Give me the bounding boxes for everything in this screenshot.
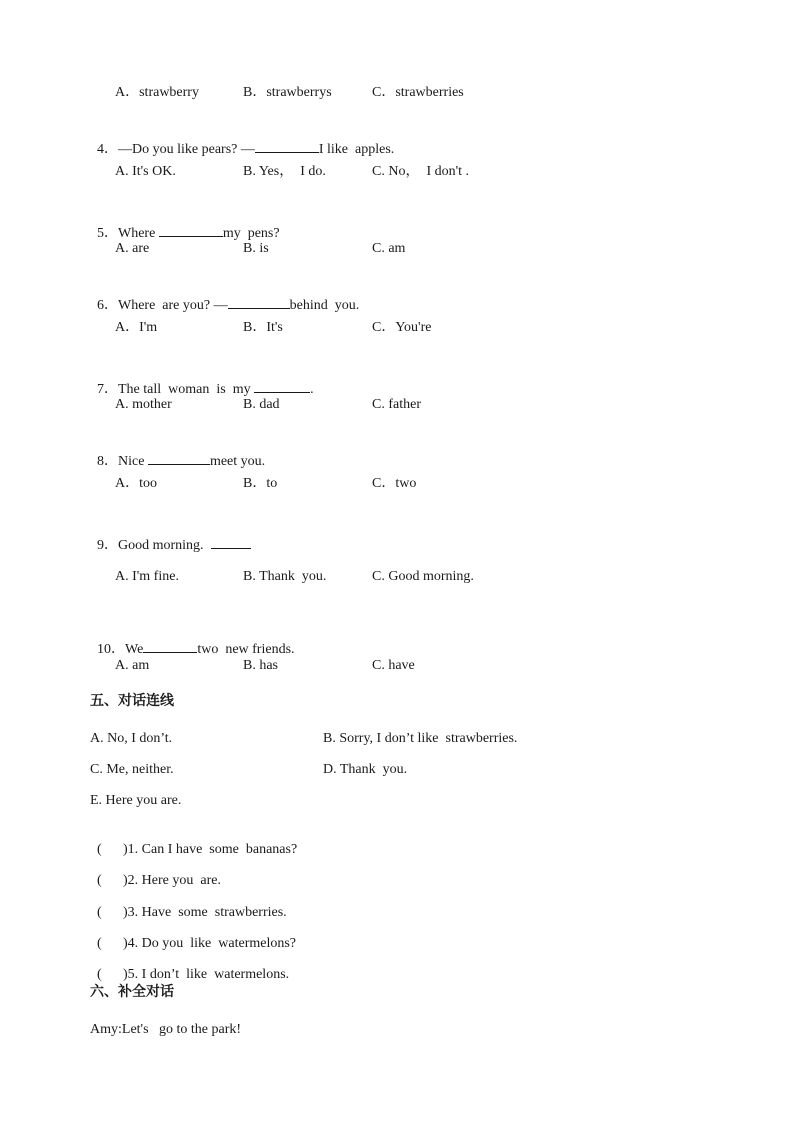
q3-option-c: C．strawberries [372,85,464,100]
question-10-prefix: 10．We [97,642,144,657]
answer-parenthesis[interactable]: ( [97,967,102,982]
q6-option-a: A．I'm [115,320,158,335]
q5-option-c: C. am [372,241,406,256]
section-5-item-text: )2. Here you are. [123,873,221,888]
section-5-item-2 [90,854,221,890]
answer-parenthesis[interactable]: ( [97,905,102,920]
answer-blank [211,535,251,549]
question-4-suffix: I like apples. [318,142,395,157]
answer-blank [148,451,210,465]
question-8-suffix: meet you. [209,454,266,469]
section-5-item-5 [90,948,289,984]
section-5-choice-e: E. Here you are. [90,793,182,808]
section-5-choice-d: D. Thank you. [323,762,408,777]
q10-option-c: C. have [372,658,415,673]
question-4 [90,121,394,159]
q6-option-b: B．It's [243,320,283,335]
q7-option-a: A. mother [115,397,172,412]
question-5-prefix: 5．Where [97,226,159,241]
answer-blank [254,379,310,393]
question-6-prefix: 6．Where are you? — [97,298,228,313]
q9-option-b: B. Thank you. [243,569,327,584]
answer-blank [228,295,290,309]
q8-option-a: A．too [115,476,157,491]
section-6-first-line: Amy:Let's go to the park! [90,1022,242,1037]
answer-parenthesis[interactable]: ( [97,873,102,888]
answer-blank [255,139,319,153]
question-7-suffix: . [310,382,314,397]
question-9 [90,517,251,555]
answer-blank [159,223,223,237]
q4-option-c: C. No， I don't . [372,164,470,179]
answer-parenthesis[interactable]: ( [97,936,102,951]
q5-option-a: A. are [115,241,150,256]
question-4-prefix: 4．—Do you like pears? — [97,142,255,157]
q7-option-b: B. dad [243,397,280,412]
q5-option-b: B. is [243,241,269,256]
section-6-title: 六、补全对话 [90,984,174,1000]
question-7-prefix: 7．The tall woman is my [97,382,255,397]
section-5-item-text: )4. Do you like watermelons? [123,936,297,951]
section-5-choice-b: B. Sorry, I don’t like strawberries. [323,731,518,746]
question-5-suffix: my pens? [222,226,280,241]
q4-option-b: B. Yes， I do. [243,164,326,179]
q3-option-a: A．strawberry [115,85,199,100]
q9-option-c: C. Good morning. [372,569,474,584]
question-8 [90,433,265,471]
question-6 [90,277,359,315]
q10-option-b: B. has [243,658,278,673]
section-5-item-text: )1. Can I have some bananas? [123,842,298,857]
q8-option-c: C．two [372,476,417,491]
q6-option-c: C．You're [372,320,432,335]
question-7 [90,361,314,399]
question-10 [90,621,295,659]
q10-option-a: A. am [115,658,150,673]
section-5-item-text: )5. I don’t like watermelons. [123,967,290,982]
section-5-choice-c: C. Me, neither. [90,762,174,777]
section-5-title: 五、对话连线 [90,693,174,709]
question-9-prefix: 9．Good morning. [97,538,211,553]
question-5 [90,205,280,243]
q3-option-b: B．strawberrys [243,85,332,100]
question-6-suffix: behind you. [289,298,360,313]
section-5-item-text: )3. Have some strawberries. [123,905,287,920]
q7-option-c: C. father [372,397,421,412]
section-5-choice-a: A. No, I don’t. [90,731,173,746]
q9-option-a: A. I'm fine. [115,569,179,584]
q4-option-a: A. It's OK. [115,164,176,179]
answer-blank [143,639,197,653]
question-10-suffix: two new friends. [197,642,295,657]
answer-parenthesis[interactable]: ( [97,842,102,857]
q8-option-b: B．to [243,476,278,491]
question-8-prefix: 8．Nice [97,454,148,469]
